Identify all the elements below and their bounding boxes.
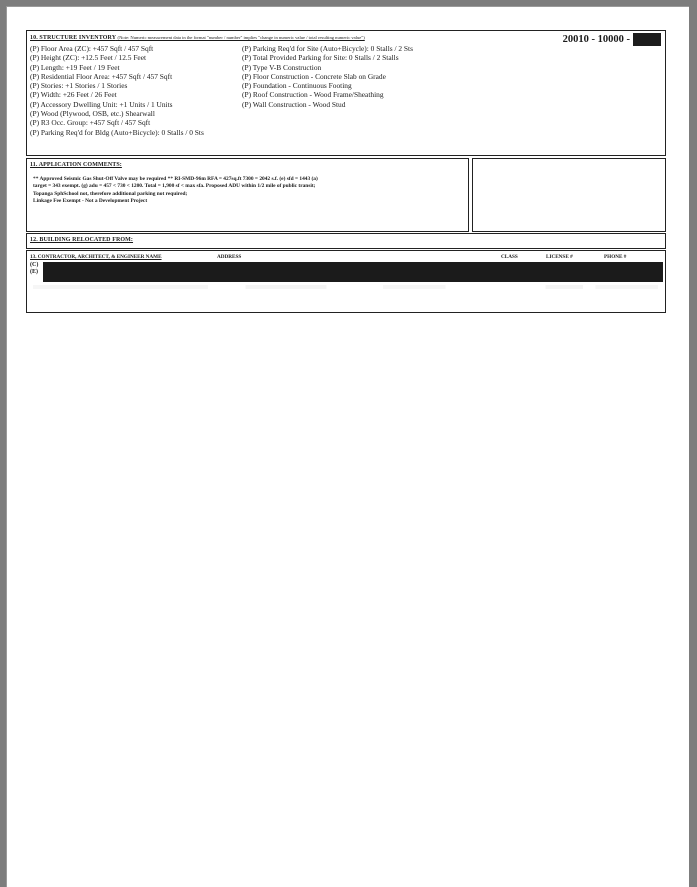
inventory-item: (P) Floor Construction - Concrete Slab on Grade xyxy=(242,71,386,81)
inventory-left-column xyxy=(30,44,204,137)
faded-row-remnant xyxy=(33,285,658,289)
redacted-contractor-rows xyxy=(43,262,663,282)
structure-inventory-section xyxy=(26,30,666,156)
class-header: CLASS xyxy=(501,254,518,260)
inventory-item: (P) Parking Req'd for Bldg (Auto+Bicycle): 0 Stalls / 0 Sts xyxy=(30,127,204,137)
engineer-row-label: (E) xyxy=(30,269,38,275)
measurement-note: (Note: Numeric measurement data in the format "number / number" implies "change in numeric value / total resulting numeric value") xyxy=(117,35,365,40)
inventory-item: (P) Height (ZC): +12.5 Feet / 12.5 Feet xyxy=(30,53,147,63)
building-relocated-title: 12. BUILDING RELOCATED FROM: xyxy=(30,237,134,243)
comment-line: target = 343 exempt. (g) adu = 457 < 730 < 1200. Total = 1,900 sf < max sfa. Proposed ADU within 1/2 mile of public transit; xyxy=(33,183,316,190)
inventory-item: (P) Total Provided Parking for Site: 0 Stalls / 2 Stalls xyxy=(242,53,399,63)
inventory-item: (P) Roof Construction - Wood Frame/Sheathing xyxy=(242,90,384,100)
structure-inventory-title xyxy=(30,35,365,41)
contractor-row-label: (C) xyxy=(30,262,39,268)
inventory-item: (P) Residential Floor Area: +457 Sqft / 457 Sqft xyxy=(30,71,173,81)
redacted-permit-suffix xyxy=(633,33,661,46)
structure-inventory-title-text: 10. STRUCTURE INVENTORY xyxy=(30,35,116,41)
phone-header: PHONE # xyxy=(604,254,627,260)
permit-number xyxy=(563,33,661,46)
address-header: ADDRESS xyxy=(217,254,242,260)
inventory-item: (P) Parking Req'd for Site (Auto+Bicycle): 0 Stalls / 2 Sts xyxy=(242,44,413,53)
document-page xyxy=(6,6,689,887)
comment-line: Topanga SphSchool not, therefore additional parking not required; xyxy=(33,190,188,197)
inventory-item: (P) Wood (Plywood, OSB, etc.) Shearwall xyxy=(30,109,155,119)
contractors-section xyxy=(26,250,666,313)
permit-number-text: 20010 - 10000 - xyxy=(562,34,630,45)
building-relocated-section xyxy=(26,233,666,249)
inventory-item: (P) R3 Occ. Group: +457 Sqft / 457 Sqft xyxy=(30,118,151,128)
comment-line: ** Approved Seismic Gas Shut-Off Valve may be required ** RI-SMD-96m RFA = 427sq.ft 7300 = 2042 s.f. (e) sfd = 1443 (a) xyxy=(33,176,318,182)
inventory-item: (P) Length: +19 Feet / 19 Feet xyxy=(30,62,120,72)
inventory-item: (P) Accessory Dwelling Unit: +1 Units / 1 Units xyxy=(30,99,173,109)
inventory-item: (P) Wall Construction - Wood Stud xyxy=(242,99,346,109)
contractor-name-header: 13. CONTRACTOR, ARCHITECT, & ENGINEER NAME xyxy=(30,254,162,260)
inventory-item: (P) Width: +26 Feet / 26 Feet xyxy=(30,90,117,100)
comment-line: Linkage Fee Exempt - Not a Development Project xyxy=(33,198,148,205)
comments-side-box xyxy=(472,158,666,232)
license-header: LICENSE # xyxy=(546,254,573,260)
inventory-item: (P) Floor Area (ZC): +457 Sqft / 457 Sqft xyxy=(30,44,154,53)
inventory-item: (P) Foundation - Continuous Footing xyxy=(242,81,352,91)
application-comments-text xyxy=(33,176,318,206)
inventory-item: (P) Stories: +1 Stories / 1 Stories xyxy=(30,81,128,91)
inventory-item: (P) Type V-B Construction xyxy=(242,62,322,72)
application-comments-section xyxy=(26,158,469,232)
application-comments-title: 11. APPLICATION COMMENTS: xyxy=(30,162,122,168)
inventory-right-column xyxy=(242,44,413,109)
